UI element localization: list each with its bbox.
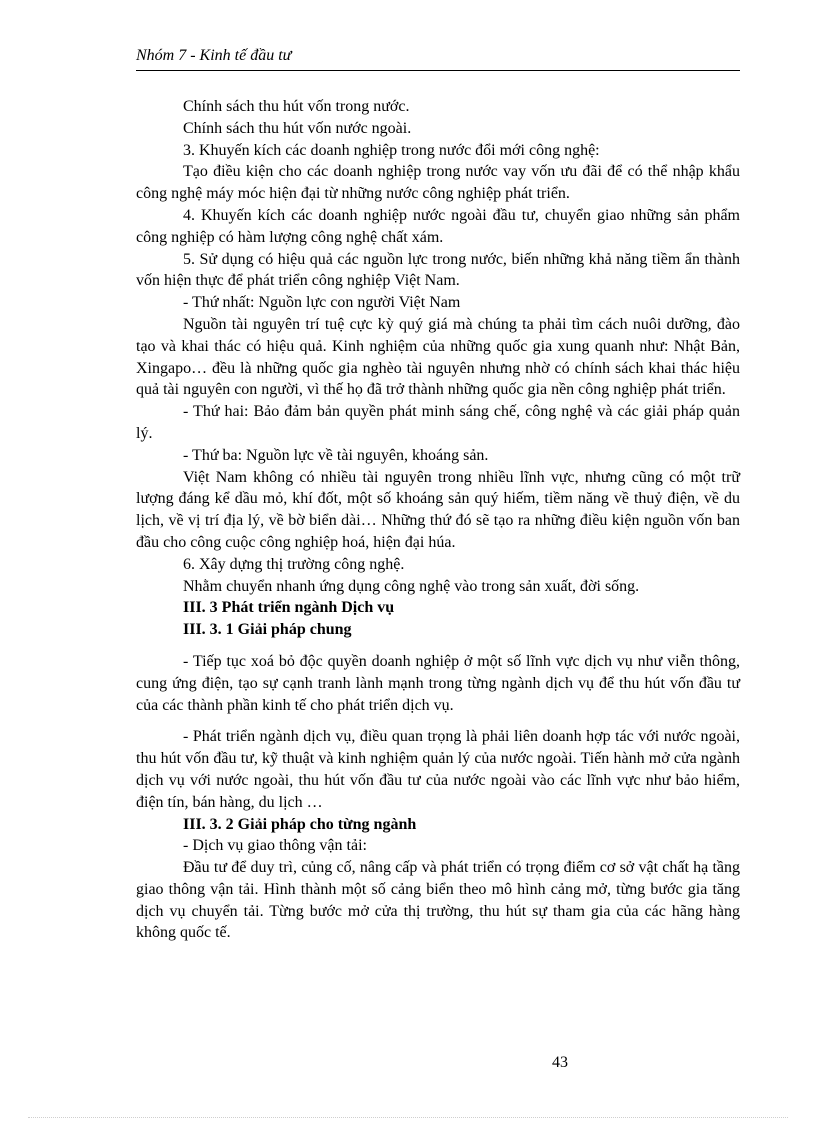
paragraph: Việt Nam không có nhiều tài nguyên trong nhiều lĩnh vực, nhưng cũng có một trữ lượng đáng kể dầu mỏ, khí đốt, một số khoáng sản quý hiếm, tiềm năng về thuỷ điện, về du lịch, về vị trí địa lý, về bờ biển dài… Những thứ đó sẽ tạo ra những điều kiện nguồn vốn ban đầu cho công cuộc công nghiệp hoá, hiện đại húa. (136, 468, 740, 551)
paragraph: - Thứ ba: Nguồn lực về tài nguyên, khoáng sản. (183, 446, 489, 464)
page-bottom-divider (28, 1117, 788, 1118)
paragraph: 4. Khuyến kích các doanh nghiệp nước ngoài đầu tư, chuyển giao những sản phẩm công nghiệp có hàm lượng công nghệ chất xám. (136, 206, 740, 246)
paragraph: Tạo điều kiện cho các doanh nghiệp trong nước vay vốn ưu đãi để có thể nhập khẩu công nghệ máy móc hiện đại từ những nước công nghiệp phát triển. (136, 163, 740, 203)
paragraph: 6. Xây dựng thị trường công nghệ. (183, 555, 405, 573)
subsection-heading: III. 3. 1 Giải pháp chung (183, 621, 352, 639)
paragraph: - Phát triển ngành dịch vụ, điều quan trọng là phải liên doanh hợp tác với nước ngoài, thu hút vốn đầu tư, kỹ thuật và kinh nghiệm quản lý của nước ngoài. Tiến hành mở cửa ngành dịch vụ với nước ngoài, thu hút vốn đầu tư của nước ngoài vào các lĩnh vực như bảo hiểm, điện tín, bán hàng, du lịch … (136, 728, 740, 811)
paragraph: Chính sách thu hút vốn nước ngoài. (183, 119, 412, 137)
paragraph: Chính sách thu hút vốn trong nước. (183, 98, 410, 115)
paragraph: - Tiếp tục xoá bỏ độc quyền doanh nghiệp ở một số lĩnh vực dịch vụ như viễn thông, cung ứng điện, tạo sự cạnh tranh lành mạnh trong từng ngành dịch vụ để thu hút vốn đầu tư của các thành phần kinh tế cho phát triển dịch vụ. (136, 652, 740, 714)
page-header (136, 46, 740, 71)
header-title: Nhóm 7 - Kinh tế đầu tư (136, 47, 292, 64)
subsection-heading: III. 3. 2 Giải pháp cho từng ngành (183, 815, 417, 833)
section-heading: III. 3 Phát triển ngành Dịch vụ (183, 599, 395, 617)
paragraph: Nhằm chuyển nhanh ứng dụng công nghệ vào trong sản xuất, đời sống. (183, 577, 640, 595)
paragraph: 3. Khuyến kích các doanh nghiệp trong nước đổi mới công nghệ: (183, 141, 600, 159)
paragraph: - Thứ hai: Bảo đảm bản quyền phát minh sáng chế, công nghệ và các giải pháp quản lý. (136, 403, 740, 442)
document-body (136, 96, 740, 944)
paragraph: - Thứ nhất: Nguồn lực con người Việt Nam (183, 294, 461, 312)
paragraph: 5. Sử dụng có hiệu quả các nguồn lực trong nước, biến những khả năng tiềm ẩn thành vốn hiện thực để phát triển công nghiệp Việt Nam. (136, 250, 740, 290)
page-number: 43 (552, 1054, 568, 1071)
paragraph: - Dịch vụ giao thông vận tải: (183, 837, 367, 855)
paragraph: Nguồn tài nguyên trí tuệ cực kỳ quý giá mà chúng ta phải tìm cách nuôi dưỡng, đào tạo và khai thác có hiệu quả. Kinh nghiệm của những quốc gia xung quanh như: Nhật Bản, Xingapo… đều là những quốc gia nghèo tài nguyên nhưng nhờ có chính sách khai thác hiệu quả tài nguyên con người, vì thế họ đã trở thành những quốc gia nền công nghiệp phát triển. (136, 315, 740, 399)
paragraph: Đầu tư để duy trì, củng cố, nâng cấp và phát triển có trọng điểm cơ sở vật chất hạ tầng giao thông vận tải. Hình thành một số cảng biển theo mô hình cảng mở, từng bước gia tăng dịch vụ chuyển tải. Từng bước mở cửa thị trường, thu hút sự tham gia của các hãng hàng không quốc tế. (136, 859, 740, 942)
